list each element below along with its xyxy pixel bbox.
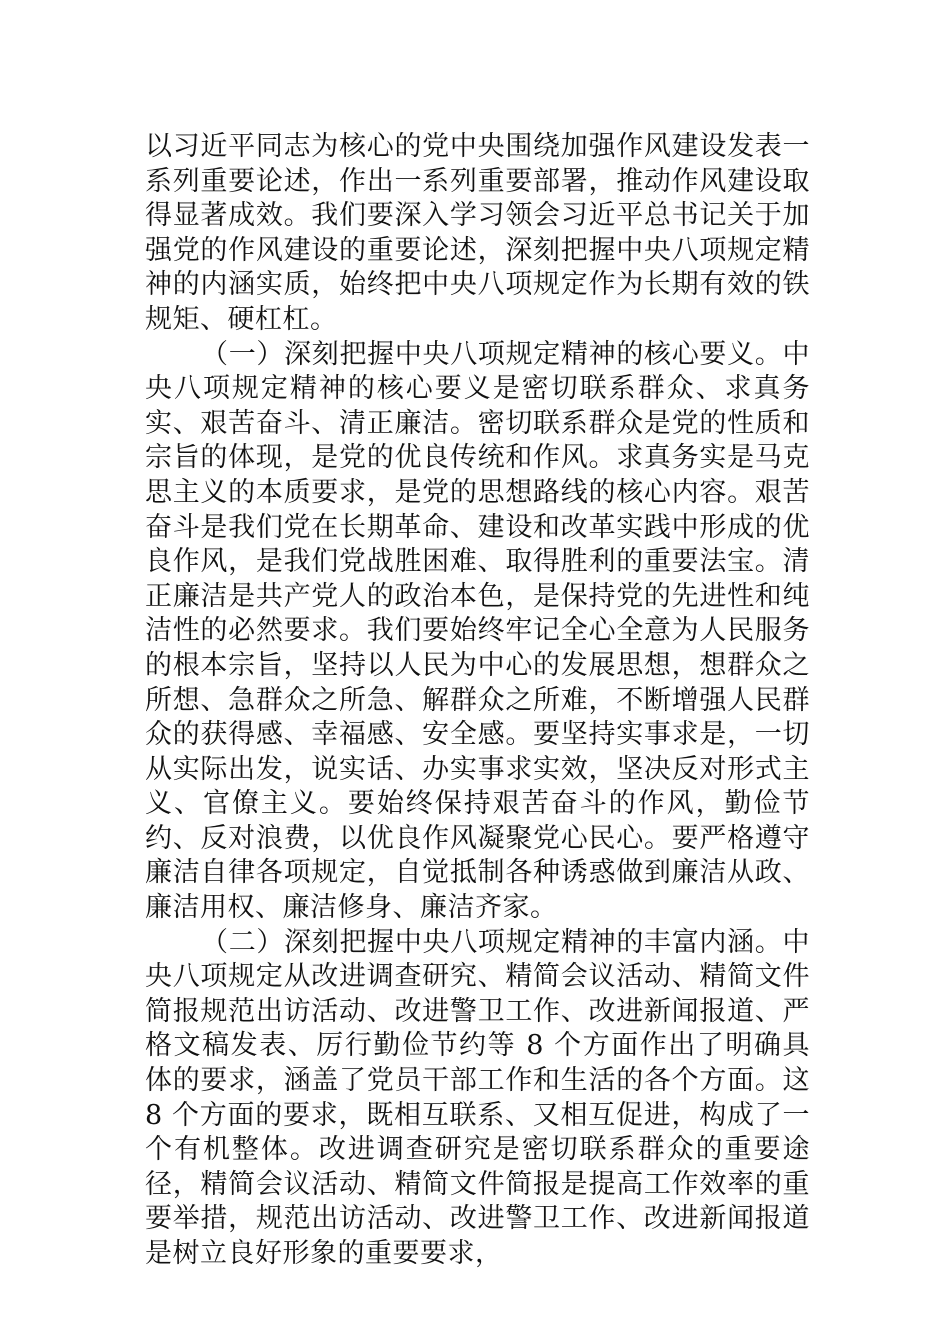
paragraph-intro: 以习近平同志为核心的党中央围绕加强作风建设发表一系列重要论述，作出一系列重要部署，推动作风建设取得显著成效。我们要深入学习领会习近平总书记关于加强党的作风建设的重要论述，深刻把握中央八项规定精神的内涵实质，始终把中央八项规定作为长期有效的铁规矩、硬杠杠。 xyxy=(145,131,810,335)
paragraph-section-one: （一）深刻把握中央八项规定精神的核心要义。中央八项规定精神的核心要义是密切联系群众、求真务实、艰苦奋斗、清正廉洁。密切联系群众是党的性质和宗旨的体现，是党的优良传统和作风。求真务实是马克思主义的本质要求，是党的思想路线的核心内容。艰苦奋斗是我们党在长期革命、建设和改革实践中形成的优良作风，是我们党战胜困难、取得胜利的重要法宝。清正廉洁是共产党人的政治本色，是保持党的先进性和纯洁性的必然要求。我们要始终牢记全心全意为人民服务的根本宗旨，坚持以人民为中心的发展思想，想群众之所想、急群众之所急、解群众之所难，不断增强人民群众的获得感、幸福感、安全感。要坚持实事求是，一切从实际出发，说实话、办实事求实效，坚决反对形式主义、官僚主义。要始终保持艰苦奋斗的作风，勤俭节约、反对浪费，以优良作风凝聚党心民心。要严格遵守廉洁自律各项规定，自觉抵制各种诱惑做到廉洁从政、廉洁用权、廉洁修身、廉洁齐家。 xyxy=(145,338,810,924)
paragraph-section-two: （二）深刻把握中央八项规定精神的丰富内涵。中央八项规定从改进调查研究、精简会议活动、精简文件简报规范出访活动、改进警卫工作、改进新闻报道、严格文稿发表、厉行勤俭节约等 8 个方面作出了明确具体的要求，涵盖了党员干部工作和生活的各个方面。这 8 个方面的要求，既相互联系、又相互促进，构成了一个有机整体。改进调查研究是密切联系群众的重要途径，精简会议活动、精简文件简报是提高工作效率的重要举措，规范出访活动、改进警卫工作、改进新闻报道是树立良好形象的重要要求， xyxy=(145,926,810,1269)
document-body xyxy=(145,130,810,1272)
